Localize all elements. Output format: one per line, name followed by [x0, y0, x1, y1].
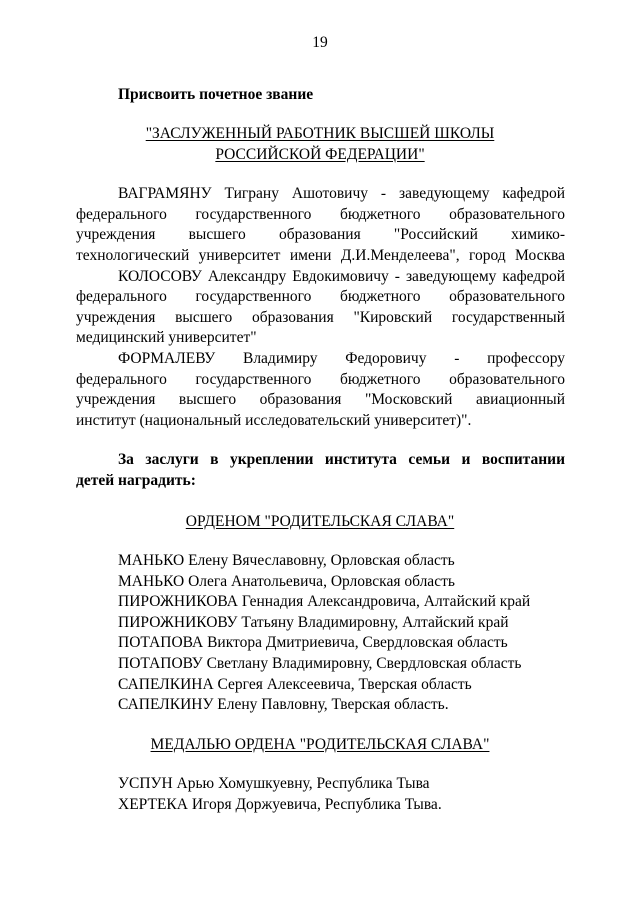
entry-line: федерального государственного бюджетного образовательного — [76, 205, 565, 223]
section-heading-award — [76, 450, 565, 491]
entry-line: учреждения высшего образования "Московский авиационный — [76, 391, 565, 409]
honorary-title-line-2: РОССИЙСКОЙ ФЕДЕРАЦИИ" — [215, 146, 425, 163]
order-recipients-list — [118, 551, 578, 716]
list-item: ПОТАПОВА Виктора Дмитриевича, Свердловская область — [118, 634, 508, 652]
entry-line: федерального государственного бюджетного образовательного — [76, 288, 565, 306]
entry-line: КОЛОСОВУ Александру Евдокимовичу - заведующему кафедрой — [118, 267, 565, 285]
honorary-title-line-1: "ЗАСЛУЖЕННЫЙ РАБОТНИК ВЫСШЕЙ ШКОЛЫ — [145, 125, 495, 142]
first-name: Владимиру — [242, 350, 318, 367]
medal-recipients-list — [118, 774, 578, 815]
entry-first-line — [76, 349, 565, 370]
section-heading-award-title: Присвоить почетное звание — [118, 86, 314, 103]
surname: ФОРМАЛЕВУ — [118, 350, 216, 367]
list-item: УСПУН Арью Хомушкуевну, Республика Тыва — [118, 775, 430, 792]
position: профессору — [487, 350, 565, 367]
recipient-entry — [76, 349, 565, 431]
list-item: МАНЬКО Елену Вячеславовну, Орловская область — [118, 552, 455, 569]
list-item: ПОТАПОВУ Светлану Владимировну, Свердловская область — [118, 654, 522, 672]
list-item: ХЕРТЕКА Игоря Доржуевича, Республика Тыва. — [118, 795, 442, 813]
heading-line: За заслуги в укреплении института семьи и воспитании — [118, 451, 565, 468]
list-item: САПЕЛКИНУ Елену Павловну, Тверская область. — [118, 696, 449, 714]
entry-line: учреждения высшего образования "Российский химико- — [76, 226, 565, 244]
order-title: ОРДЕНОМ "РОДИТЕЛЬСКАЯ СЛАВА" — [185, 513, 455, 530]
recipient-entry — [76, 267, 565, 349]
dash: - — [454, 350, 460, 367]
recipient-entry — [76, 184, 565, 266]
entry-line: технологический университет имени Д.И.Менделеева", город Москва — [76, 246, 565, 264]
list-item: ПИРОЖНИКОВУ Татьяну Владимировну, Алтайский край — [118, 613, 509, 631]
list-item: ПИРОЖНИКОВА Геннадия Александровича, Алтайский край — [118, 593, 531, 611]
entry-line: институт (национальный исследовательский университет)". — [76, 411, 472, 429]
list-item: САПЕЛКИНА Сергея Алексеевича, Тверская область — [118, 675, 472, 693]
heading-line: детей наградить: — [76, 471, 196, 489]
entry-line: ВАГРАМЯНУ Тиграну Ашотовичу - заведующему кафедрой — [118, 185, 565, 202]
page-number: 19 — [312, 34, 328, 51]
patronymic: Федоровичу — [345, 350, 427, 367]
medal-title: МЕДАЛЬЮ ОРДЕНА "РОДИТЕЛЬСКАЯ СЛАВА" — [150, 736, 490, 753]
list-item: МАНЬКО Олега Анатольевича, Орловская область — [118, 572, 455, 590]
entry-line: федерального государственного бюджетного образовательного — [76, 370, 565, 388]
entry-line: учреждения высшего образования "Кировский государственный — [76, 308, 565, 326]
entry-line: медицинский университет" — [76, 329, 257, 347]
